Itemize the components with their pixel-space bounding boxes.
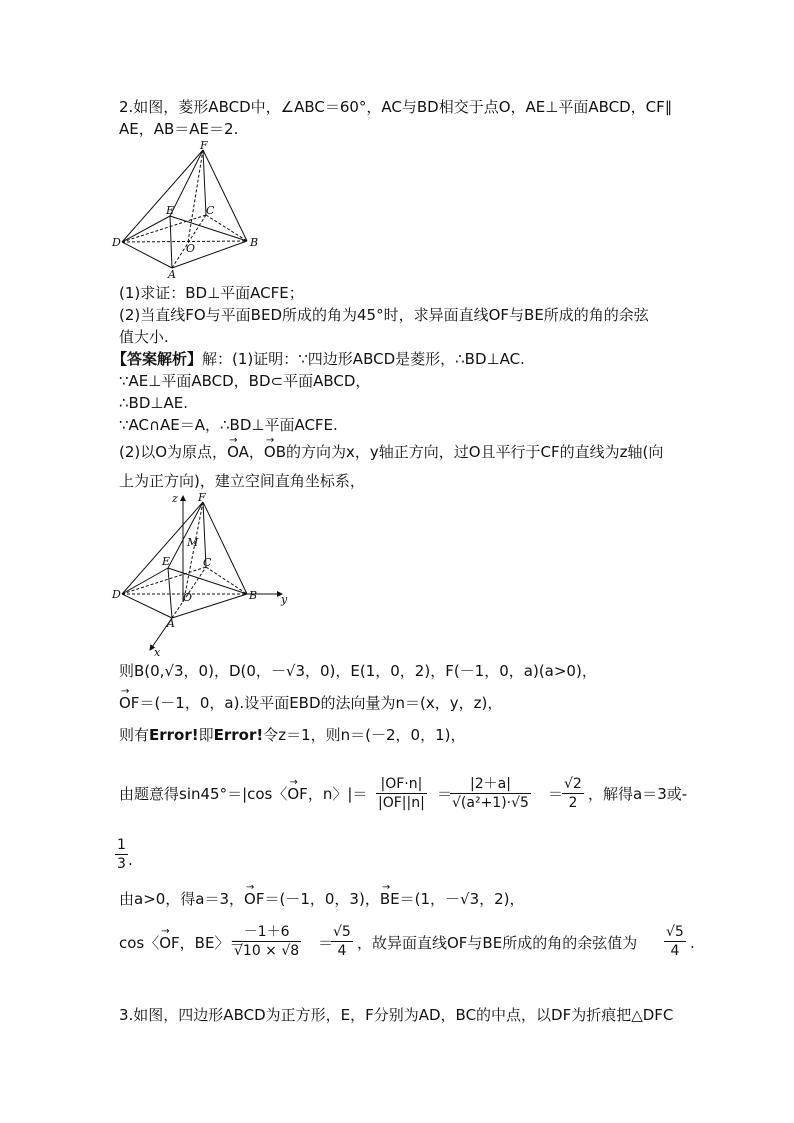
fig2-label-F: F [198,491,206,504]
error-text-a: 则有 [119,726,150,744]
error-word-1: Error! [149,726,199,744]
answer-2-line2: 上为正方向)，建立空间直角坐标系， [119,472,365,490]
vector-OF-sin: → OF [287,784,307,804]
fig2-label-C: C [203,556,212,569]
answer-1-line2: ∵AE⊥平面ABCD，BD⊂平面ABCD， [119,372,371,390]
fraction-4-denominator: √10 × √8 [234,943,300,959]
fig2-label-M: M [187,536,199,549]
fraction-5-numerator: √5 [333,924,351,940]
final-text-a: 由a>0，得a＝3， [119,890,245,908]
fraction-1-numerator: |OF·n| [376,775,427,794]
fig2-label-A: A [167,617,175,630]
one-third-period: . [128,851,133,869]
error-text-c: 令z＝1，则n＝(－2，0，1)， [263,726,466,744]
of-line-text: ＝(－1，0，a).设平面EBD的法向量为n＝(x，y，z)， [139,694,503,712]
answer-2-line1 [119,442,663,462]
fig2-label-E: E [162,555,171,568]
fraction-3-numerator: √2 [564,776,582,792]
question-2-line2: 值大小. [119,328,169,346]
vector-OF-final: → OF [244,889,264,909]
fraction-5-denominator: 4 [337,943,347,959]
fraction-6-numerator: √5 [666,924,684,940]
fig2-label-B: B [249,589,258,602]
vector-OB: → OB [264,442,286,462]
final-text-c: ＝(1，－√3，2)， [399,890,525,908]
final-text-b: ＝(－1，0，3)， [264,890,380,908]
sin-text-a: 由题意得sin45°＝|cos〈 [119,785,288,803]
figure-1-pyramid [110,140,280,280]
sin-equation-end: ，解得a＝3或- [588,785,688,803]
one-third-numerator: 1 [117,837,126,853]
fig1-label-A: A [168,268,176,281]
fraction-2-numerator: |2＋a| [450,775,531,794]
problem3-line1: 3.如图，四边形ABCD为正方形，E，F分别为AD，BC的中点，以DF为折痕把△DFC [119,1006,674,1024]
sin-equation-start [119,784,367,804]
problem2-line2: AE，AB＝AE＝2. [119,120,239,138]
fraction-one-third [115,836,128,873]
cos-equation-middle: ，故异面直线OF与BE所成的角的余弦值为 [357,934,638,952]
vector-OA: → OA [227,442,249,462]
fraction-2-denominator: √(a²+1)·√5 [452,795,529,811]
question-1: (1)求证：BD⊥平面ACFE； [119,284,304,302]
question-2-line1: (2)当直线FO与平面BED所成的角为45°时，求异面直线OF与BE所成的角的余弦 [119,306,649,324]
error-word-2: Error! [213,726,264,744]
vector-BE-final: → BE [380,889,400,909]
sin-text-b: ，n〉|＝ [307,785,368,803]
vector-OF: → OF [119,693,139,713]
coords-line: 则B(0,√3，0)，D(0，－√3，0)，E(1，0，2)，F(－1，0，a)(a>0)， [119,662,597,680]
fraction-2 [450,775,531,812]
fig2-label-O: O [183,591,193,604]
figure-2-coordinate-system [110,490,295,660]
fig2-label-z: z [172,492,178,505]
cos-text-a: cos〈 [119,934,160,952]
fraction-1 [376,775,427,812]
answer-1-line1: 解：(1)证明：∵四边形ABCD是菱形，∴BD⊥AC. [202,350,525,368]
fig2-label-y: y [281,593,288,606]
fraction-6-denominator: 4 [670,943,680,959]
one-third-denominator: 3 [117,856,126,872]
fig2-label-x: x [154,646,161,659]
error-line [119,725,465,745]
fig1-label-C: C [206,204,215,217]
ans2-sep: ， [248,443,264,461]
fig1-label-E: E [166,204,175,217]
answer-line1 [112,349,525,369]
fraction-6 [664,923,686,960]
fraction-1-denominator: |OF||n| [378,795,425,811]
final-vectors-line [119,889,525,909]
fig1-label-B: B [250,236,259,249]
fig1-label-D: D [112,236,121,249]
fraction-4-numerator: －1＋6 [232,923,301,942]
fig1-label-O: O [186,242,196,255]
vector-OF-BE: → OF，BE [159,933,214,953]
answer-1-line4: ∵AC∩AE＝A，∴BD⊥平面ACFE. [119,416,338,434]
problem2-line1: 2.如图，菱形ABCD中，∠ABC＝60°，AC与BD相交于点O，AE⊥平面ABCD，CF∥ [119,98,673,116]
fraction-4 [232,923,301,960]
fraction-3 [562,775,584,812]
ans2-text-b: 的方向为x，y轴正方向，过O且平行于CF的直线为z轴(向 [286,443,664,461]
equals-1: ＝ [437,785,453,803]
cos-equation-end: . [690,934,695,952]
ans2-text-a: (2)以O为原点， [119,443,228,461]
fig1-label-F: F [200,139,208,152]
equals-3: ＝ [318,934,334,952]
answer-tag: 【答案解析】 [112,350,203,368]
cos-text-b: 〉＝ [214,934,245,952]
of-vector-line [119,693,502,713]
equals-2: ＝ [548,785,564,803]
fig2-label-D: D [112,588,121,601]
fraction-3-denominator: 2 [568,795,578,811]
error-text-b: 即 [198,726,214,744]
answer-1-line3: ∴BD⊥AE. [119,394,188,412]
fraction-5 [331,923,353,960]
cos-equation-start [119,933,244,953]
